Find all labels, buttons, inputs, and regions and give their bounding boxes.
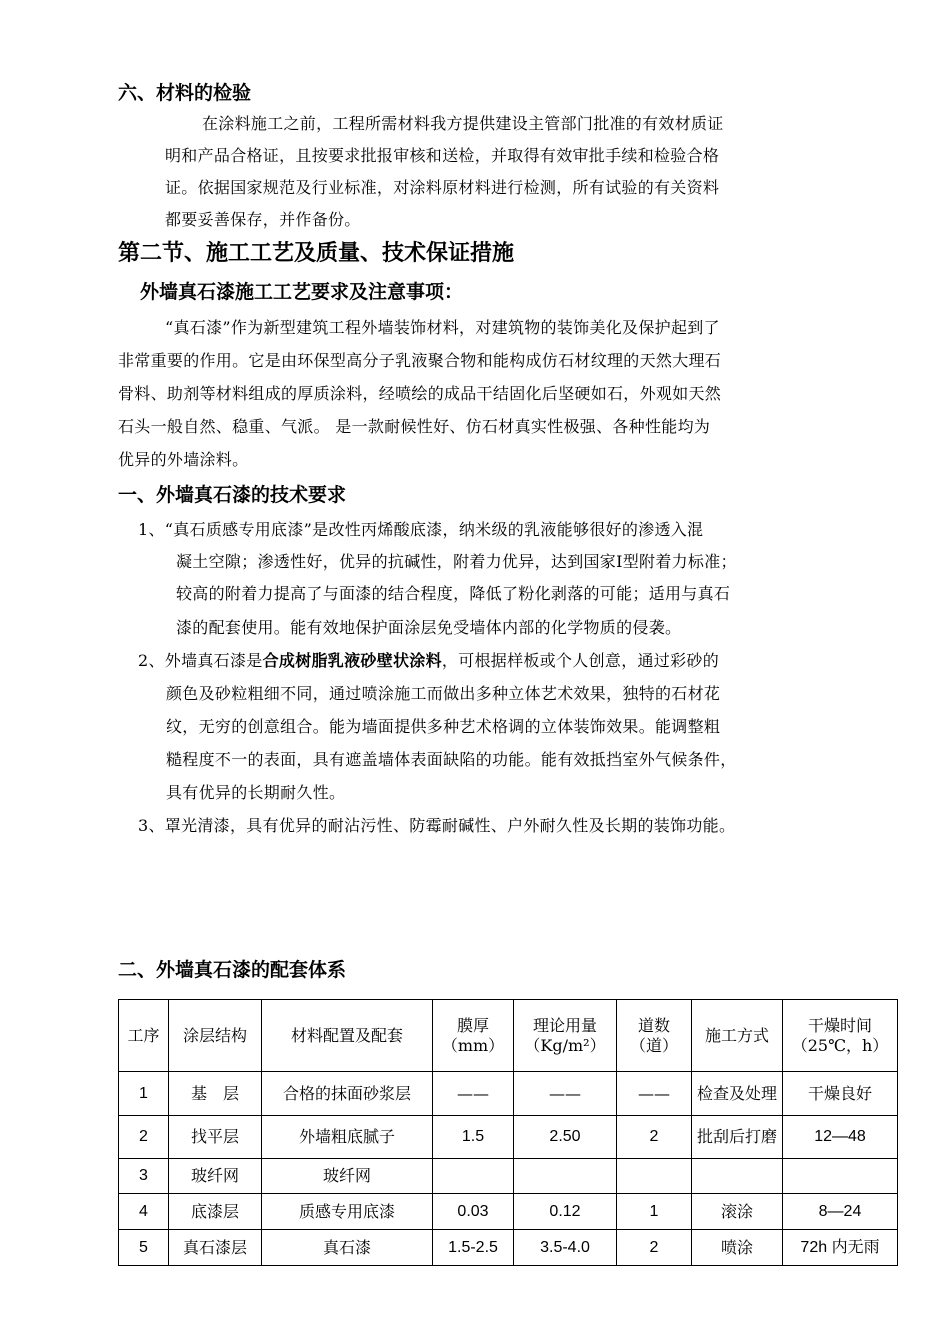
table-cell [617, 1159, 692, 1194]
table-cell: 批刮后打磨 [692, 1116, 783, 1159]
table-cell: 真石漆层 [169, 1230, 262, 1266]
table-cell: 8—24 [783, 1194, 898, 1230]
intro-line-4: 石头一般自然、稳重、气派。 是一款耐候性好、仿石材真实性极强、各种性能均为 [118, 417, 711, 436]
table-cell: 2 [119, 1116, 169, 1159]
table-cell: 检查及处理 [692, 1072, 783, 1116]
table-cell: 5 [119, 1230, 169, 1266]
table-row [119, 1159, 898, 1194]
table-row [119, 1194, 898, 1230]
table-cell: 1.5 [433, 1116, 514, 1159]
table-cell: 4 [119, 1194, 169, 1230]
intro-line-2: 非常重要的作用。它是由环保型高分子乳液聚合物和能构成仿石材纹理的天然大理石 [118, 351, 722, 370]
tech-item-2-line-5: 具有优异的长期耐久性。 [166, 783, 346, 802]
tech-item-1-line-2: 凝土空隙；渗透性好，优异的抗碱性，附着力优异，达到国家Ⅰ型附着力标准； [176, 552, 737, 571]
header-cell: 涂层结构 [169, 1000, 262, 1072]
section-6-title: 六、材料的检验 [118, 82, 252, 104]
tech-item-3: 3、罩光清漆，具有优异的耐沾污性、防霉耐碱性、户外耐久性及长期的装饰功能。 [138, 816, 736, 835]
table-cell [783, 1159, 898, 1194]
table-cell: 0.12 [514, 1194, 617, 1230]
table-cell: 0.03 [433, 1194, 514, 1230]
intro-line-3: 骨料、助剂等材料组成的厚质涂料，经喷绘的成品干结固化后坚硬如石，外观如天然 [118, 384, 722, 403]
table-cell: 合格的抹面砂浆层 [262, 1072, 433, 1116]
header-cell: 理论用量（Kg/m²） [514, 1000, 617, 1072]
table-cell: 喷涂 [692, 1230, 783, 1266]
tech-item-1-line-4: 漆的配套使用。能有效地保护面涂层免受墙体内部的化学物质的侵袭。 [176, 618, 682, 637]
header-cell: 材料配置及配套 [262, 1000, 433, 1072]
header-cell: 膜厚（mm） [433, 1000, 514, 1072]
table-cell: 玻纤网 [262, 1159, 433, 1194]
tech-item-1-line-3: 较高的附着力提高了与面漆的结合程度，降低了粉化剥落的可能；适用与真石 [176, 584, 731, 603]
coating-system-table [118, 999, 898, 1266]
header-cell: 干燥时间（25℃，h） [783, 1000, 898, 1072]
table-cell: 1 [617, 1194, 692, 1230]
tech-item-2-line-3: 纹，无穷的创意组合。能为墙面提供多种艺术格调的立体装饰效果。能调整粗 [166, 717, 721, 736]
intro-line-1: “真石漆”作为新型建筑工程外墙装饰材料，对建筑物的装饰美化及保护起到了 [165, 318, 720, 337]
header-cell: 施工方式 [692, 1000, 783, 1072]
tech-requirements-title: 一、外墙真石漆的技术要求 [118, 484, 347, 506]
table-cell: 1 [119, 1072, 169, 1116]
section-6-line-1: 在涂料施工之前，工程所需材料我方提供建设主管部门批准的有效材质证 [202, 114, 724, 133]
tech-item-2-suffix: ，可根据样板或个人创意，通过彩砂的 [441, 651, 720, 670]
table-cell: 真石漆 [262, 1230, 433, 1266]
section-6-line-4: 都要妥善保存，并作备份。 [165, 210, 361, 229]
header-cell: 工序 [119, 1000, 169, 1072]
table-cell: 找平层 [169, 1116, 262, 1159]
table-cell: 2 [617, 1116, 692, 1159]
table-cell: 1.5-2.5 [433, 1230, 514, 1266]
table-cell: 72h 内无雨 [783, 1230, 898, 1266]
table-cell: 外墙粗底腻子 [262, 1116, 433, 1159]
table-cell: —— [617, 1072, 692, 1116]
table-cell: 2 [617, 1230, 692, 1266]
tech-item-2-line-1 [138, 645, 719, 677]
table-cell [514, 1159, 617, 1194]
tech-item-2-bold: 合成树脂乳液砂壁状涂料 [262, 651, 442, 670]
table-cell: 基 层 [169, 1072, 262, 1116]
section-2-heading: 第二节、施工工艺及质量、技术保证措施 [118, 241, 515, 266]
table-cell: 2.50 [514, 1116, 617, 1159]
header-cell: 道数（道） [617, 1000, 692, 1072]
system-title: 二、外墙真石漆的配套体系 [118, 959, 347, 981]
table-cell: —— [433, 1072, 514, 1116]
table-cell: 12—48 [783, 1116, 898, 1159]
table-cell: —— [514, 1072, 617, 1116]
table-cell: 3 [119, 1159, 169, 1194]
table-row [119, 1072, 898, 1116]
section-6-line-2: 明和产品合格证，且按要求批报审核和送检，并取得有效审批手续和检验合格 [165, 146, 720, 165]
table-cell: 3.5-4.0 [514, 1230, 617, 1266]
table-header-row [119, 1000, 898, 1072]
intro-line-5: 优异的外墙涂料。 [118, 450, 249, 469]
table-cell: 滚涂 [692, 1194, 783, 1230]
table-cell: 干燥良好 [783, 1072, 898, 1116]
table-cell [692, 1159, 783, 1194]
subsection-title: 外墙真石漆施工工艺要求及注意事项： [140, 281, 464, 303]
table-cell: 玻纤网 [169, 1159, 262, 1194]
table-row [119, 1116, 898, 1159]
table-cell [433, 1159, 514, 1194]
tech-item-2-prefix: 2、外墙真石漆是 [138, 651, 263, 670]
tech-item-1-line-1: 1、“真石质感专用底漆”是改性丙烯酸底漆，纳米级的乳液能够很好的渗透入混 [138, 520, 704, 539]
section-6-line-3: 证。依据国家规范及行业标准，对涂料原材料进行检测，所有试验的有关资料 [165, 178, 720, 197]
table-cell: 质感专用底漆 [262, 1194, 433, 1230]
tech-item-2-line-2: 颜色及砂粒粗细不同，通过喷涂施工而做出多种立体艺术效果，独特的石材花 [166, 684, 721, 703]
table-cell: 底漆层 [169, 1194, 262, 1230]
tech-item-2-line-4: 糙程度不一的表面，具有遮盖墙体表面缺陷的功能。能有效抵挡室外气候条件， [166, 750, 737, 769]
table-row [119, 1230, 898, 1266]
